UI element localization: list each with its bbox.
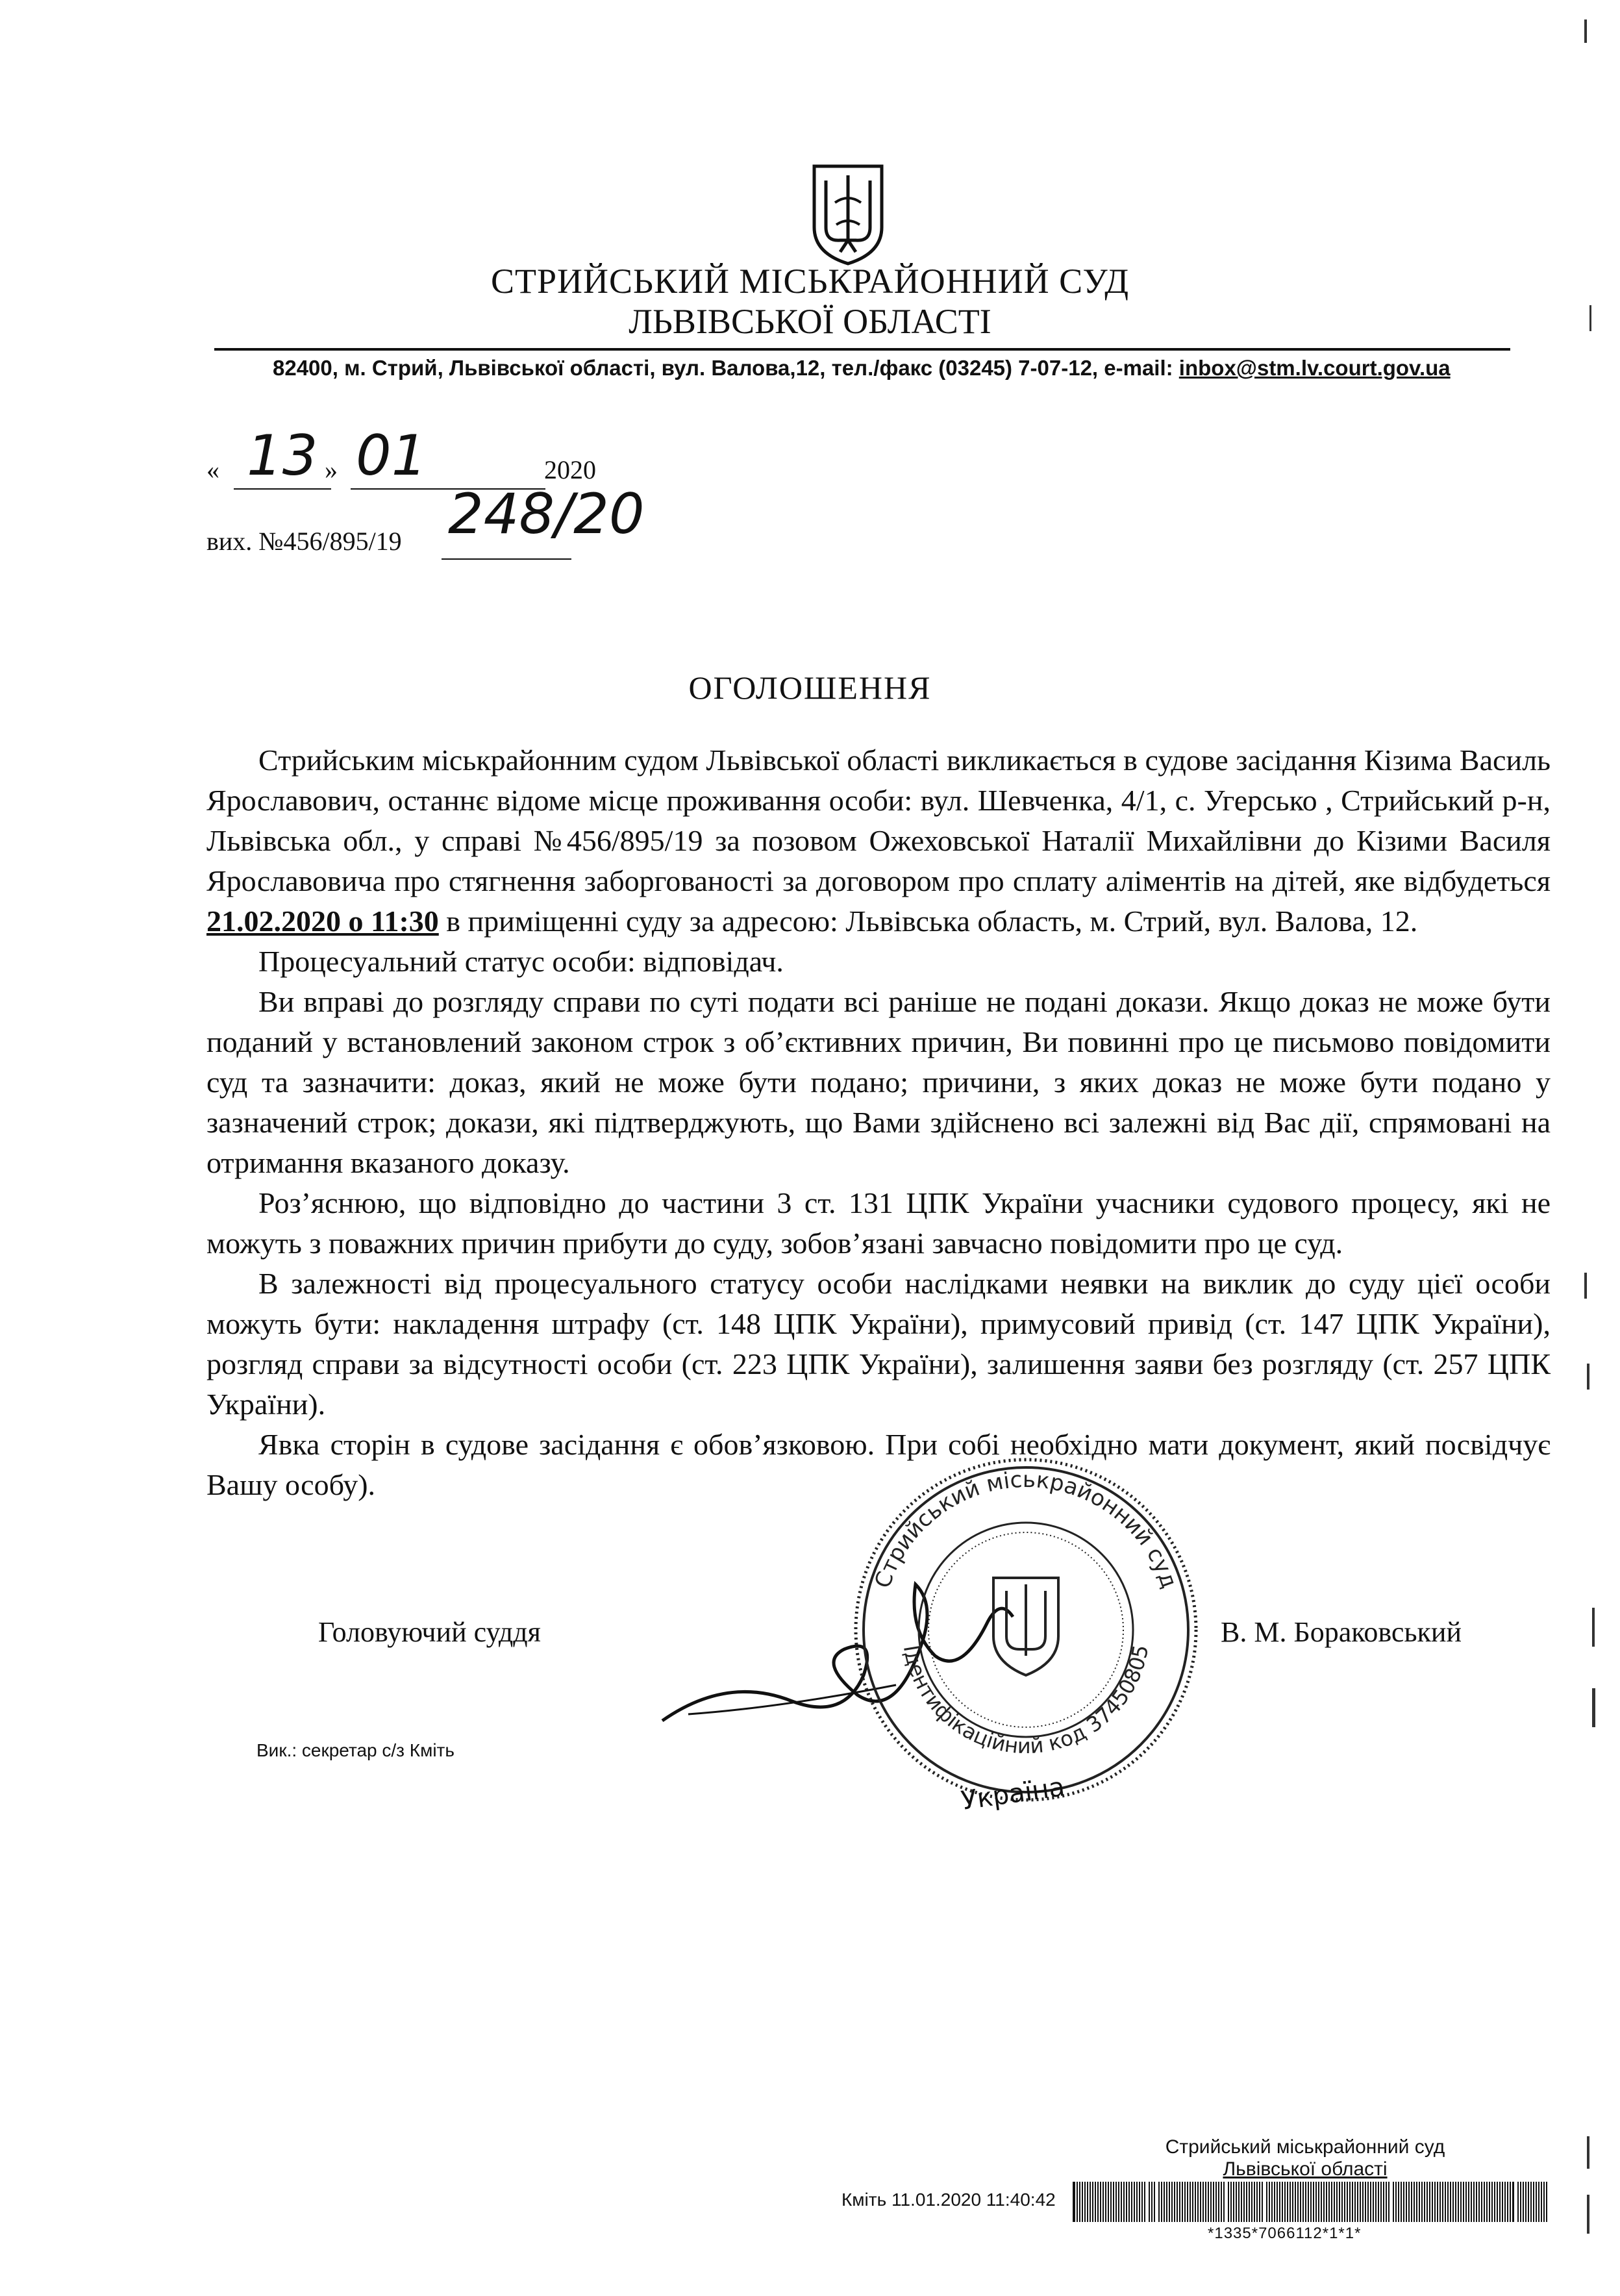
barcode-bar [1370,2182,1371,2222]
barcode-bar [1344,2182,1345,2222]
barcode-bar [1331,2182,1332,2222]
barcode-bar [1300,2182,1301,2222]
barcode-bar [1341,2182,1343,2222]
barcode-bar [1533,2182,1534,2222]
barcode-bar [1190,2182,1191,2222]
barcode-bar [1504,2182,1506,2222]
barcode-bar [1297,2182,1299,2222]
barcode-bar [1386,2182,1387,2222]
barcode-bar [1305,2182,1306,2222]
barcode-bar [1411,2182,1412,2222]
outgoing-line [442,558,571,560]
barcode-bar [1334,2182,1335,2222]
seal-ring-text: Стрийський міськрайонний суд [869,1466,1182,1591]
paragraph-notice: Роз’яснюю, що відповідно до частини 3 ст. 131 ЦПК України учасники судового процесу, які не можуть з поважних причин прибути до суду, зобов’язані завчасно повідомити про це суд. [206,1186,1551,1260]
seal-country: Україна [959,1772,1067,1816]
barcode-bar [1166,2182,1167,2222]
svg-text:Стрийський міськрайонний суд [869,1467,1182,1591]
barcode-bar [1517,2182,1519,2222]
barcode-bar [1092,2182,1093,2222]
barcode-bar [1287,2182,1288,2222]
barcode-bar [1460,2182,1462,2222]
hearing-datetime: 21.02.2020 о 11:30 [206,905,439,938]
seal-code-text: Ідентифікаційний код 37450805 [898,1643,1154,1759]
barcode-bar [1546,2182,1547,2222]
barcode-bar [1395,2182,1397,2222]
barcode-bar [1230,2182,1232,2222]
barcode-bar [1432,2182,1433,2222]
barcode-bar [1323,2182,1325,2222]
barcode-bar [1221,2182,1222,2222]
barcode-bar [1164,2182,1165,2222]
summons-text-b: в приміщенні суду за адресою: Львівська область, м. Стрий, вул. Валова, 12. [438,905,1418,938]
judge-name: В. М. Бораковський [1221,1616,1462,1648]
barcode-bar [1205,2182,1206,2222]
barcode-bar [1110,2182,1112,2222]
court-address [273,356,1451,381]
barcode-bar [1108,2182,1109,2222]
date-day-handwritten: 13 [247,423,318,488]
barcode-bar [1465,2182,1467,2222]
barcode-bar [1468,2182,1469,2222]
barcode-bar [1437,2182,1438,2222]
barcode-bar [1295,2182,1296,2222]
barcode-icon [1070,2182,1551,2222]
barcode-bar [1197,2182,1199,2222]
barcode-bar [1378,2182,1379,2222]
barcode-bar [1528,2182,1529,2222]
barcode-bar [1118,2182,1119,2222]
barcode-bar [1266,2182,1267,2222]
barcode-bar [1131,2182,1132,2222]
barcode-bar [1484,2182,1485,2222]
barcode-bar [1427,2182,1428,2222]
barcode-bar [1254,2182,1255,2222]
barcode-bar [1523,2182,1524,2222]
barcode-bar [1243,2182,1245,2222]
outgoing-number-handwritten: 248/20 [448,482,645,547]
registration-court [1097,2136,1513,2180]
barcode-bar [1233,2182,1234,2222]
barcode-bar [1077,2182,1078,2222]
barcode-bar [1174,2182,1175,2222]
barcode-bar [1455,2182,1456,2222]
barcode-bar [1223,2182,1225,2222]
barcode-bar [1416,2182,1417,2222]
barcode-bar [1367,2182,1369,2222]
barcode-bar [1362,2182,1364,2222]
barcode-bar [1079,2182,1080,2222]
barcode-bar [1507,2182,1508,2222]
barcode-bar [1525,2182,1527,2222]
barcode-bar [1151,2182,1153,2222]
barcode-bar [1262,2182,1263,2222]
barcode-bar [1182,2182,1183,2222]
barcode-bar [1282,2182,1283,2222]
barcode-bar [1452,2182,1454,2222]
barcode-bar [1352,2182,1353,2222]
barcode-bar [1541,2182,1542,2222]
barcode-bar [1398,2182,1399,2222]
barcode-bar [1158,2182,1160,2222]
barcode-bar [1215,2182,1217,2222]
summons-text-a: Стрийським міськрайонним судом Львівської області викликається в судове засідання Кізима Василь Ярославович, останнє відоме місце проживання особи: вул. Шевченка, 4/1, с. Угерсько , Стрийський р-н, Львівська обл., у справі №456/895/19 за позовом Ожеховської Наталії Михайлівни до Кізими Василя Ярославовича про стягнення заборгованості за договором про сплату аліментів на дітей, яке відбудеться [206,743,1551,897]
barcode-bar [1328,2182,1330,2222]
registration-timestamp: Кміть 11.01.2020 11:40:42 [841,2190,1056,2210]
barcode-bar [1357,2182,1358,2222]
scan-speck [1592,1608,1595,1647]
barcode-bar [1473,2182,1475,2222]
paragraph-summons [206,740,1551,942]
barcode-bar [1439,2182,1441,2222]
barcode-bar [1403,2182,1404,2222]
barcode-bar [1187,2182,1188,2222]
barcode-bar [1192,2182,1193,2222]
barcode-bar [1236,2182,1237,2222]
barcode-bar [1279,2182,1280,2222]
barcode-bar [1447,2182,1449,2222]
court-name: СТРИЙСЬКИЙ МІСЬКРАЙОННИЙ СУД [490,262,1130,301]
barcode-bar [1208,2182,1209,2222]
barcode-bar [1097,2182,1099,2222]
barcode-bar [1154,2182,1155,2222]
barcode-bar [1292,2182,1293,2222]
scan-speck [1592,1688,1595,1727]
barcode-bar [1241,2182,1242,2222]
barcode-bar [1471,2182,1472,2222]
barcode-bar [1284,2182,1286,2222]
header-divider [214,348,1510,351]
barcode-bar [1406,2182,1407,2222]
barcode-bar [1184,2182,1186,2222]
date-close-quote: » [325,455,338,484]
barcode-bar [1084,2182,1086,2222]
date-month-handwritten: 01 [356,423,427,488]
barcode-bar [1424,2182,1425,2222]
barcode-bar [1543,2182,1545,2222]
date-open-quote: « [206,455,219,484]
barcode-bar [1259,2182,1260,2222]
barcode-bar [1321,2182,1322,2222]
document-body [206,740,1551,1505]
barcode-bar [1512,2182,1514,2222]
barcode-bar [1139,2182,1140,2222]
barcode-bar [1195,2182,1196,2222]
barcode-bar [1203,2182,1204,2222]
barcode-bar [1090,2182,1091,2222]
barcode-bar [1136,2182,1138,2222]
barcode-bar [1177,2182,1178,2222]
barcode-bar [1365,2182,1366,2222]
barcode-bar [1121,2182,1122,2222]
barcode-bar [1494,2182,1495,2222]
barcode-bar [1103,2182,1104,2222]
barcode-bar [1388,2182,1389,2222]
barcode-bar [1421,2182,1423,2222]
paragraph-consequences: В залежності від процесуального статусу особи наслідками неявки на виклик до суду цієї особи можуть бути: накладення штрафу (ст. 148 ЦПК України), примусовий привід (ст. 147 ЦПК України), розгляд справи за відсутності особи (ст. 223 ЦПК України), залишення заяви без розгляду (ст. 257 ЦПК України). [206,1267,1551,1421]
barcode-bar [1419,2182,1420,2222]
barcode-bar [1510,2182,1511,2222]
barcode-bar [1073,2182,1075,2222]
barcode-text: *1335*7066112*1*1* [1208,2225,1362,2242]
barcode-bar [1520,2182,1521,2222]
barcode-bar [1538,2182,1539,2222]
barcode-bar [1530,2182,1532,2222]
scan-speck [1587,2136,1589,2169]
barcode-bar [1269,2182,1270,2222]
scan-speck [1589,305,1591,331]
barcode-bar [1401,2182,1402,2222]
barcode-bar [1290,2182,1291,2222]
paragraph-attendance: Явка сторін в судове засідання є обов’язковою. При собі необхідно мати документ, який посвідчує Вашу особу). [206,1428,1551,1501]
barcode-bar [1536,2182,1537,2222]
barcode-bar [1095,2182,1096,2222]
barcode-bar [1246,2182,1247,2222]
court-address-text: 82400, м. Стрий, Львівської області, вул. Валова,12, тел./факс (03245) 7-07-12, e-mail: [273,356,1179,380]
barcode-bar [1123,2182,1125,2222]
barcode-bar [1169,2182,1170,2222]
barcode-bar [1481,2182,1482,2222]
barcode-bar [1429,2182,1430,2222]
barcode-bar [1450,2182,1451,2222]
barcode-bar [1476,2182,1477,2222]
barcode-bar [1238,2182,1240,2222]
barcode-bar [1489,2182,1490,2222]
barcode-bar [1347,2182,1348,2222]
executor-note: Вик.: секретар с/з Кміть [256,1740,455,1760]
barcode-bar [1434,2182,1436,2222]
coat-of-arms-icon [809,162,887,266]
barcode-bar [1308,2182,1309,2222]
paragraph-status: Процесуальний статус особи: відповідач. [258,945,784,978]
registration-court-line2: Львівської області [1223,2158,1388,2180]
document-title: ОГОЛОШЕННЯ [688,669,932,706]
date-year: 2020 [544,455,596,484]
barcode-bar [1277,2182,1278,2222]
barcode-bar [1274,2182,1275,2222]
barcode-bar [1128,2182,1130,2222]
barcode-bar [1373,2182,1374,2222]
barcode-bar [1502,2182,1503,2222]
barcode-bar [1171,2182,1173,2222]
registration-court-line1: Стрийський міськрайонний суд [1165,2136,1445,2158]
scan-speck [1584,1273,1587,1299]
barcode-bar [1393,2182,1394,2222]
barcode-bar [1414,2182,1415,2222]
barcode-bar [1271,2182,1273,2222]
barcode-bar [1313,2182,1314,2222]
barcode-bar [1213,2182,1214,2222]
barcode-bar [1134,2182,1135,2222]
outgoing-label: вих. №456/895/19 [206,527,402,556]
barcode-bar [1249,2182,1250,2222]
barcode-bar [1200,2182,1201,2222]
barcode-bar [1445,2182,1446,2222]
barcode-bar [1149,2182,1150,2222]
barcode-bar [1115,2182,1117,2222]
barcode-bar [1491,2182,1493,2222]
barcode-bar [1383,2182,1384,2222]
barcode-bar [1499,2182,1501,2222]
barcode-bar [1179,2182,1180,2222]
barcode-bar [1144,2182,1145,2222]
barcode-bar [1380,2182,1382,2222]
barcode-bar [1082,2182,1083,2222]
barcode-bar [1126,2182,1127,2222]
barcode-bar [1458,2182,1459,2222]
date-day-line [234,488,331,490]
paragraph-evidence: Ви вправі до розгляду справи по суті подати всі раніше не подані докази. Якщо доказ не може бути поданий у встановлений законом строк з об’єктивних причин, Ви повинні про це письмово повідомити суд та зазначити: доказ, який не може бути подано; причини, з яких доказ не може бути подано у зазначений строк; докази, які підтверджують, що Вами здійснено всі залежні від Вас дії, спрямовані на отримання вказаного доказу. [206,985,1551,1179]
barcode-bar [1349,2182,1351,2222]
scan-speck [1587,2195,1589,2234]
barcode-bar [1161,2182,1162,2222]
judge-position: Головуючий суддя [318,1616,541,1648]
barcode-bar [1339,2182,1340,2222]
court-seal-icon [844,1448,1208,1812]
court-region: ЛЬВІВСЬКОЇ ОБЛАСТІ [629,302,991,341]
barcode-bar [1087,2182,1088,2222]
barcode-bar [1336,2182,1338,2222]
barcode-bar [1408,2182,1410,2222]
svg-text:Ідентифікаційний код 37450805 [899,1643,1154,1758]
barcode-bar [1486,2182,1488,2222]
barcode-bar [1100,2182,1101,2222]
barcode-bar [1228,2182,1229,2222]
barcode-bar [1318,2182,1319,2222]
barcode-bar [1218,2182,1219,2222]
barcode-bar [1105,2182,1106,2222]
barcode-bar [1251,2182,1252,2222]
barcode-bar [1463,2182,1464,2222]
barcode-bar [1326,2182,1327,2222]
scan-speck [1587,1364,1589,1390]
scan-speck [1584,19,1587,43]
court-email: inbox@stm.lv.court.gov.ua [1178,356,1451,380]
barcode-bar [1360,2182,1361,2222]
barcode-bar [1354,2182,1356,2222]
barcode-bar [1256,2182,1258,2222]
barcode-bar [1497,2182,1498,2222]
barcode-bar [1375,2182,1377,2222]
barcode-bar [1302,2182,1304,2222]
barcode-bar [1478,2182,1480,2222]
barcode-bar [1310,2182,1312,2222]
barcode-bar [1210,2182,1212,2222]
barcode-bar [1442,2182,1443,2222]
barcode-bar [1141,2182,1143,2222]
barcode-bar [1113,2182,1114,2222]
barcode-bar [1315,2182,1317,2222]
